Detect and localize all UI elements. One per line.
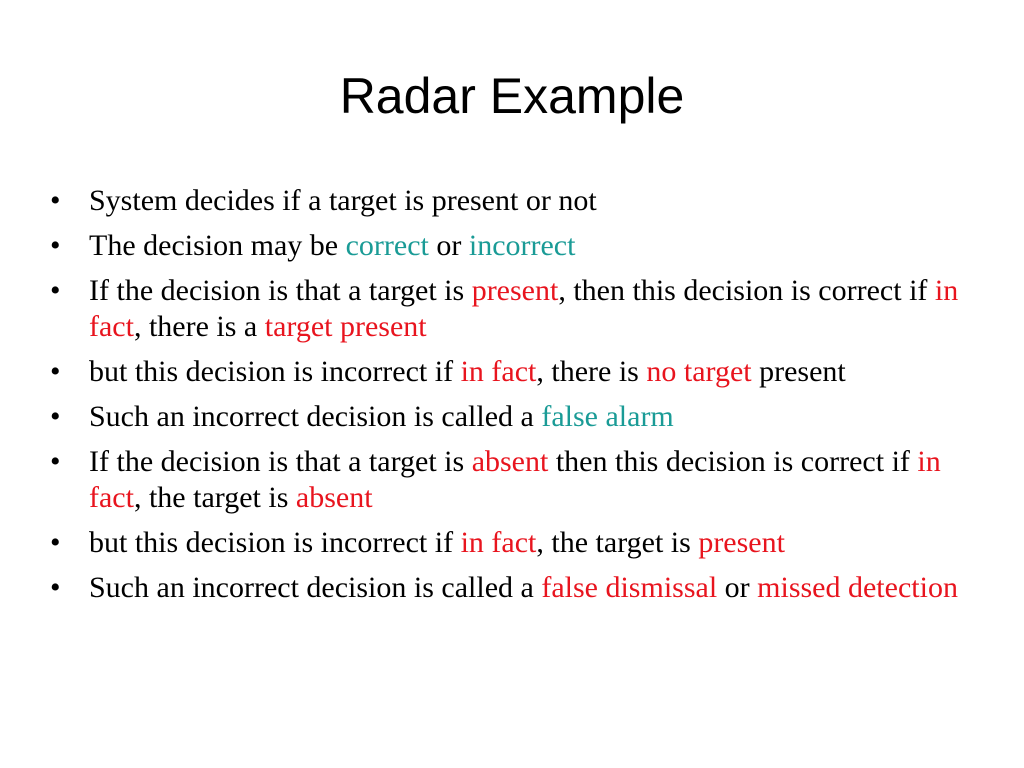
bullet-text: present: [751, 355, 846, 388]
bullet-text: , there is: [536, 355, 647, 388]
bullet-text: If the decision is that a target is: [89, 445, 472, 478]
highlighted-term: missed detection: [757, 571, 958, 604]
highlighted-term: in fact: [89, 274, 959, 343]
bullet-text: or: [428, 229, 469, 262]
bullet-text: , then this decision is correct if: [558, 274, 935, 307]
bullet-item: [46, 525, 976, 561]
bullet-text: but this decision is incorrect if: [89, 526, 461, 559]
highlighted-term: present: [698, 526, 785, 559]
highlighted-term: in fact: [460, 355, 537, 388]
bullet-text: , the target is: [536, 526, 699, 559]
bullet-text: , there is a: [133, 310, 265, 343]
bullet-text: , the target is: [133, 481, 296, 514]
bullet-marker: •: [50, 274, 61, 307]
bullet-marker: •: [50, 229, 61, 262]
highlighted-term: false alarm: [541, 400, 674, 433]
bullet-list: [46, 183, 976, 615]
bullet-text: The decision may be: [89, 229, 346, 262]
bullet-item: [46, 444, 976, 516]
highlighted-term: incorrect: [468, 229, 576, 262]
highlighted-term: absent: [295, 481, 373, 514]
highlighted-term: in fact: [460, 526, 537, 559]
bullet-item: [46, 399, 976, 435]
bullet-item: [46, 570, 976, 606]
highlighted-term: target present: [264, 310, 427, 343]
bullet-text: Such an incorrect decision is called a: [89, 400, 542, 433]
bullet-item: [46, 228, 976, 264]
bullet-text: If the decision is that a target is: [89, 274, 472, 307]
highlighted-term: correct: [345, 229, 429, 262]
bullet-marker: •: [50, 526, 61, 559]
highlighted-term: in fact: [89, 445, 941, 514]
bullet-text: Such an incorrect decision is called a: [89, 571, 542, 604]
bullet-text: then this decision is correct if: [548, 445, 918, 478]
bullet-marker: •: [50, 400, 61, 433]
bullet-item: [46, 273, 976, 345]
highlighted-term: absent: [471, 445, 549, 478]
bullet-item: [46, 183, 976, 219]
bullet-text: or: [717, 571, 758, 604]
highlighted-term: false dismissal: [541, 571, 718, 604]
bullet-text: System decides if a target is present or not: [89, 184, 597, 217]
bullet-text: but this decision is incorrect if: [89, 355, 461, 388]
bullet-marker: •: [50, 184, 61, 217]
highlighted-term: no target: [646, 355, 752, 388]
bullet-item: [46, 354, 976, 390]
highlighted-term: present: [471, 274, 559, 307]
bullet-marker: •: [50, 445, 61, 478]
slide-title: Radar Example: [339, 68, 685, 124]
bullet-marker: •: [50, 571, 61, 604]
bullet-marker: •: [50, 355, 61, 388]
